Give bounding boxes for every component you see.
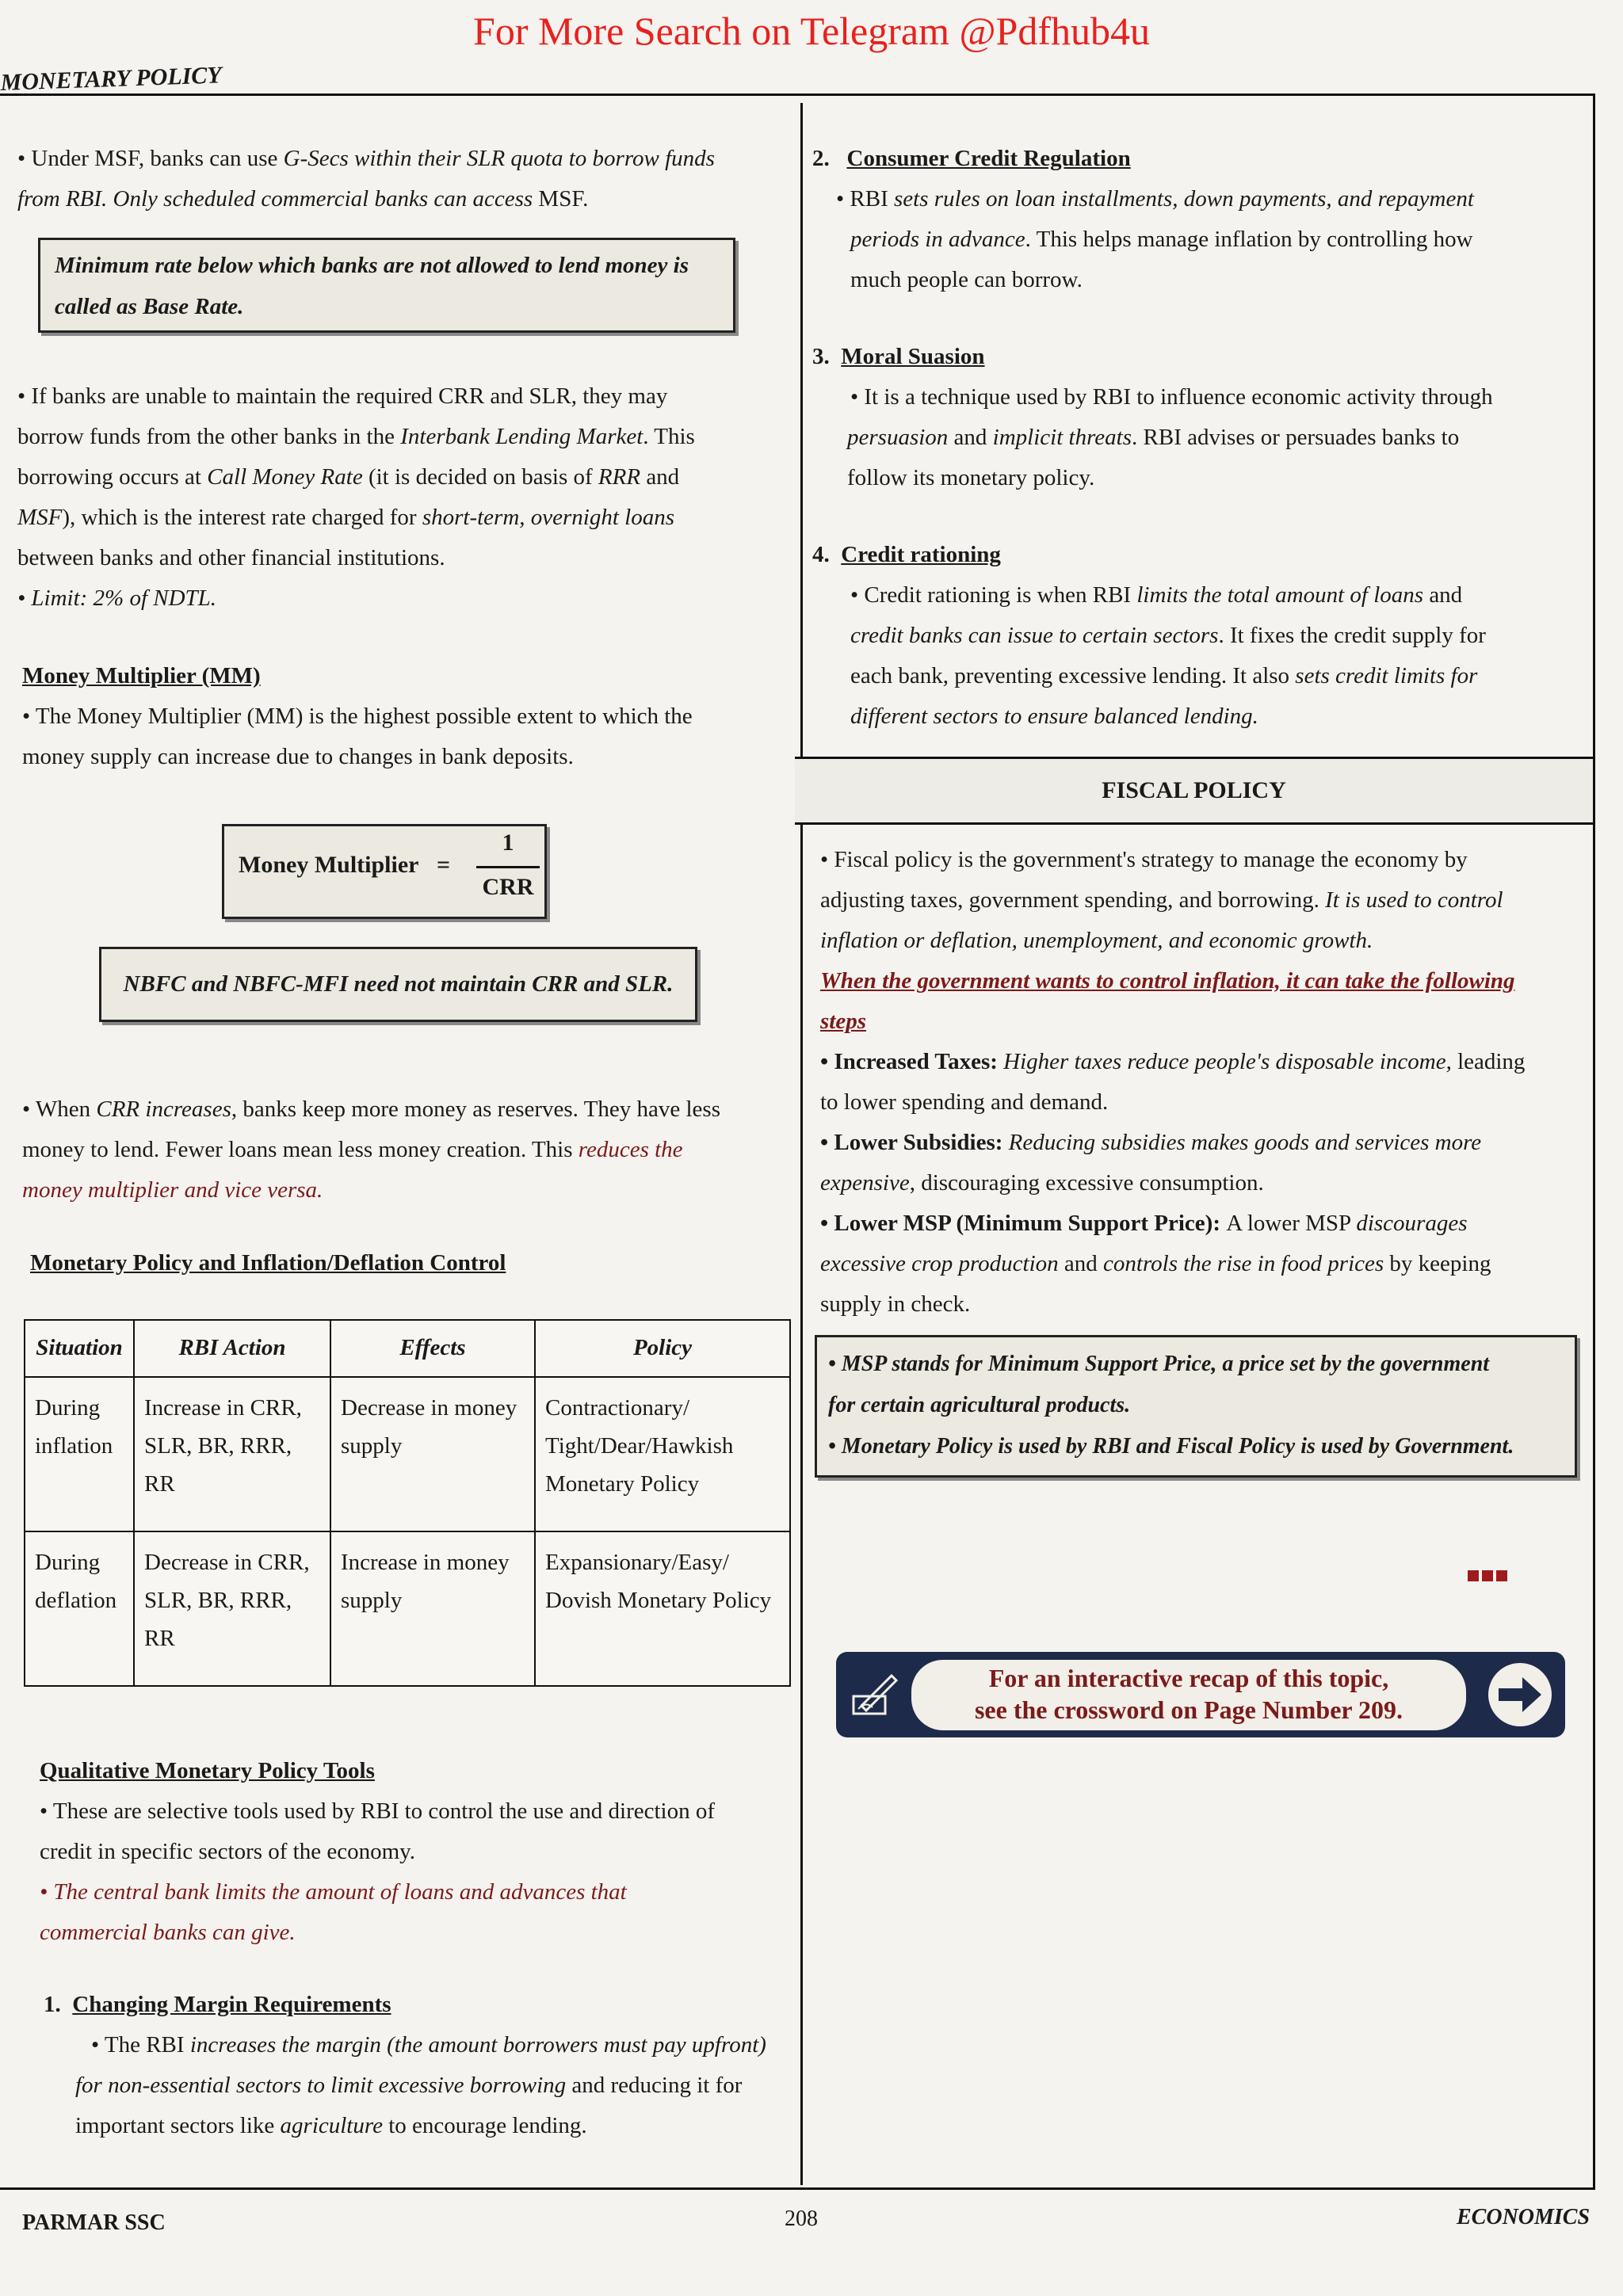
end-marker	[1468, 1570, 1507, 1585]
msf-paragraph: • Under MSF, banks can use G-Secs within their SLR quota to borrow funds from RBI. Only scheduled commercial banks can access MSF.	[17, 146, 715, 212]
cell-effects: Decrease in money supply	[330, 1377, 535, 1531]
cell-situation: During inflation	[25, 1377, 134, 1531]
col-header-situation: Situation	[25, 1320, 134, 1377]
rationing-heading: Credit rationing	[841, 542, 1001, 567]
interbank-paragraph: • If banks are unable to maintain the required CRR and SLR, they may borrow funds from the other banks in the Interbank Lending Market. This borrowing occurs at Call Money Rate (it is decided on basis of RRR and MSF), which is the interest rate charged for short-term, overnight loans between banks and other financial institutions. • Limit: 2% of NDTL.	[17, 383, 695, 611]
formula-equals: =	[437, 852, 451, 878]
arrow-right-icon	[1484, 1660, 1556, 1733]
fiscal-policy-section: • Fiscal policy is the government's strategy to manage the economy by adjusting taxes, government spending, and borrowing. It is used to control inflation or deflation, unemployment, and economic growth. When the government wants to control inflation, it can take the following steps • Increased Taxes: Higher taxes reduce people's disposable income, leading to lower spending and demand. • Lower Subsidies: Reducing subsidies makes goods and services more expensive, discouraging excessive consumption. • Lower MSP (Minimum Support Price): A lower MSP discourages excessive crop production and controls the rise in food prices by keeping supply in check.	[820, 847, 1526, 1317]
credit-rationing-section: 4. Credit rationing • Credit rationing is when RBI limits the total amount of loans and credit banks can issue to certain sectors. It fixes the credit supply for each bank, preventing excessive lending. It also sets credit limits for different sectors to ensure balanced lending.	[812, 542, 1486, 729]
footer-subject: ECONOMICS	[1457, 2205, 1591, 2229]
nbfc-box: NBFC and NBFC-MFI need not maintain CRR and SLR.	[99, 947, 697, 1022]
base-rate-box: Minimum rate below which banks are not allowed to lend money is called as Base Rate.	[38, 238, 735, 333]
msp-note-box: • MSP stands for Minimum Support Price, a price set by the government for certain agricultural products. • Monetary Policy is used by RBI and Fiscal Policy is used by Government.	[815, 1335, 1577, 1478]
cell-policy: Expansionary/Easy/ Dovish Monetary Policy	[535, 1531, 790, 1686]
formula-label: Money Multiplier	[239, 852, 419, 878]
cell-action: Decrease in CRR, SLR, BR, RRR, RR	[134, 1531, 330, 1686]
qualitative-tools-section: Qualitative Monetary Policy Tools • These are selective tools used by RBI to control the use and direction of credit in specific sectors of the economy. • The central bank limits the amount of loans and advances that commercial banks can give.	[40, 1758, 716, 1945]
table-row	[25, 1531, 790, 1686]
policy-table	[24, 1319, 791, 1687]
margin-requirements-section: 1. Changing Margin Requirements • The RBI increases the margin (the amount borrowers must pay upfront) for non-essential sectors to limit excessive borrowing and reducing it for important sectors like agriculture to encourage lending.	[44, 1992, 766, 2138]
moral-suasion-section: 3. Moral Suasion • It is a technique used by RBI to influence economic activity through persuasion and implicit threats. RBI advises or persuades banks to follow its monetary policy.	[812, 344, 1493, 490]
footer-publisher: PARMAR SSC	[22, 2210, 166, 2235]
telegram-banner: For More Search on Telegram @Pdfhub4u	[473, 9, 1150, 53]
table-row	[25, 1377, 790, 1531]
fiscal-policy-heading: FISCAL POLICY	[795, 757, 1593, 825]
formula-denominator: CRR	[482, 874, 534, 900]
money-multiplier-section: Money Multiplier (MM) • The Money Multiplier (MM) is the highest possible extent to which the money supply can increase due to changes in bank deposits.	[22, 663, 693, 769]
consumer-credit-section: 2. Consumer Credit Regulation • RBI sets rules on loan installments, down payments, and repayment periods in advance. This helps manage inflation by controlling how much people can borrow.	[812, 146, 1474, 292]
table-header-row	[25, 1320, 790, 1377]
ndtl-limit: • Limit: 2% of NDTL.	[17, 585, 217, 611]
col-header-effects: Effects	[330, 1320, 535, 1377]
col-header-rbi-action: RBI Action	[134, 1320, 330, 1377]
crr-paragraph: • When CRR increases, banks keep more money as reserves. They have less money to lend. Fewer loans mean less money creation. This reduces the money multiplier and vice versa.	[22, 1097, 720, 1203]
formula-numerator: 1	[502, 830, 514, 856]
col-header-policy: Policy	[535, 1320, 790, 1377]
crossword-recap-link[interactable]	[836, 1652, 1565, 1737]
mm-formula-box	[222, 824, 547, 919]
section-header: MONETARY POLICY	[0, 62, 223, 96]
fraction-line	[476, 866, 540, 868]
cell-situation: During deflation	[25, 1531, 134, 1686]
recap-text: For an interactive recap of this topic, see the crossword on Page Number 209.	[911, 1660, 1466, 1730]
consumer-heading: Consumer Credit Regulation	[846, 146, 1131, 171]
cell-policy: Contractionary/ Tight/Dear/Hawkish Monetary Policy	[535, 1377, 790, 1531]
margin-heading: Changing Margin Requirements	[72, 1992, 391, 2017]
mm-heading: Money Multiplier (MM)	[22, 663, 261, 688]
table-heading: Monetary Policy and Inflation/Deflation Control	[30, 1250, 506, 1276]
page-number: 208	[785, 2206, 818, 2231]
left-column	[17, 139, 786, 219]
moral-heading: Moral Suasion	[841, 344, 985, 369]
column-divider	[800, 103, 803, 2185]
qual-heading: Qualitative Monetary Policy Tools	[40, 1758, 375, 1783]
pen-icon	[850, 1669, 901, 1724]
cell-action: Increase in CRR, SLR, BR, RRR, RR	[134, 1377, 330, 1531]
cell-effects: Increase in money supply	[330, 1531, 535, 1686]
